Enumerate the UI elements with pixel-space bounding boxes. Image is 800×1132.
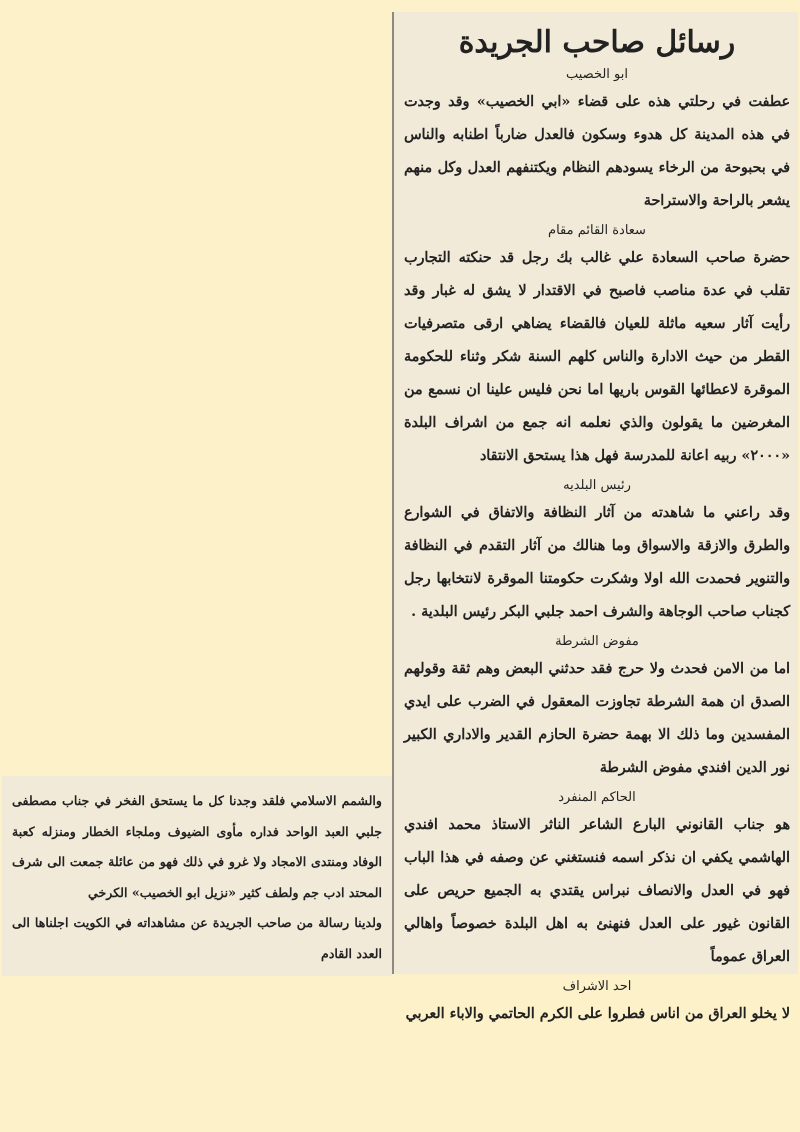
column-rule: [392, 12, 394, 974]
article-column: [392, 12, 798, 1022]
section-heading: الحاكم المنفرد: [558, 790, 636, 805]
section-text: حضرة صاحب السعادة علي غالب بك رجل قد حنكته التجارب تقلب في عدة مناصب فاصبح في الاقتدار لا يشق له غبار وقد رأيت آثار سعيه ماثلة للعيان فالقضاء يضاهي ارقى متصرفيات القطر من حيث الادارة والناس كلهم السنة شكر وثناء للحكومة الموقرة لاعطائها القوس باريها اما نحن فليس علينا ان نسمع من المغرضين ما يقولون والذي نعلمه انه جمع من اشراف البلدة «٢٠٠٠» ربيه اعانة للمدرسة فهل هذا يستحق الانتقاد: [404, 250, 790, 464]
section-text: اما من الامن فحدث ولا حرج فقد حدثني البعض وهم ثقة وقولهم الصدق ان همة الشرطة تجاوزت المعقول في الضرب على ايدي المفسدين وما ذلك الا بهمة حضرة الحازم القدير والاداري الكبير نور الدين افندي مفوض الشرطة: [404, 661, 790, 776]
section-heading: مفوض الشرطة: [555, 634, 639, 649]
section-heading: احد الاشراف: [562, 979, 632, 994]
section-text: وقد راعني ما شاهدته من آثار النظافة والاتفاق في الشوارع والطرق والازقة والاسواق وما هنالك من آثار التقدم في النظافة والتنوير فحمدت الله اولا وشكرت حكومتنا الموقرة لانتخابها رجل كجناب صاحب الوجاهة والشرف احمد جلبي البكر رئيس البلدية .: [404, 505, 790, 620]
closing-note: ولدينا رسالة من صاحب الجريدة عن مشاهداته في الكويت اجلناها الى العدد القادم: [12, 915, 382, 961]
article-continuation: [2, 776, 392, 976]
section-heading: رئيس البلديه: [563, 478, 631, 493]
section-text: لا يخلو العراق من اناس فطروا على الكرم الحاتمي والاباء العربي: [405, 1006, 790, 1022]
section-heading: سعادة القائم مقام: [548, 223, 646, 238]
article-title: رسائل صاحب الجريدة: [458, 25, 736, 60]
section-text: عطفت في رحلتي هذه على قضاء «ابي الخصيب» وقد وجدت في هذه المدينة كل هدوء وسكون فالعدل ضارباً اطنابه والناس في بحبوحة من الرخاء يسودهم النظام ويكتنفهم العدل وكل منهم يشعر بالراحة والاستراحة: [404, 94, 790, 209]
continuation-text: والشمم الاسلامي فلقد وجدنا كل ما يستحق الفخر في جناب مصطفى جلبي العبد الواحد فداره مأوى الضيوف وملجاء الخطار ومنزله كعبة الوفاد ومنتدى الامجاد ولا غرو في ذلك فهو من عائلة جمعت الى شرف المحتد ادب جم ولطف كثير «نزيل ابو الخصيب» الكرخي: [12, 793, 382, 900]
section-heading: ابو الخصيب: [565, 67, 628, 82]
section-text: هو جناب القانوني البارع الشاعر الناثر الاستاذ محمد افندي الهاشمي يكفي ان نذكر اسمه فنستغني عن وصفه في هذا الباب فهو في العدل والانصاف نبراس يقتدي به الجميع حريص على القانون غيور على العدل فنهنئ به اهل البلدة خصوصاً واهالي العراق عموماً: [404, 817, 790, 965]
